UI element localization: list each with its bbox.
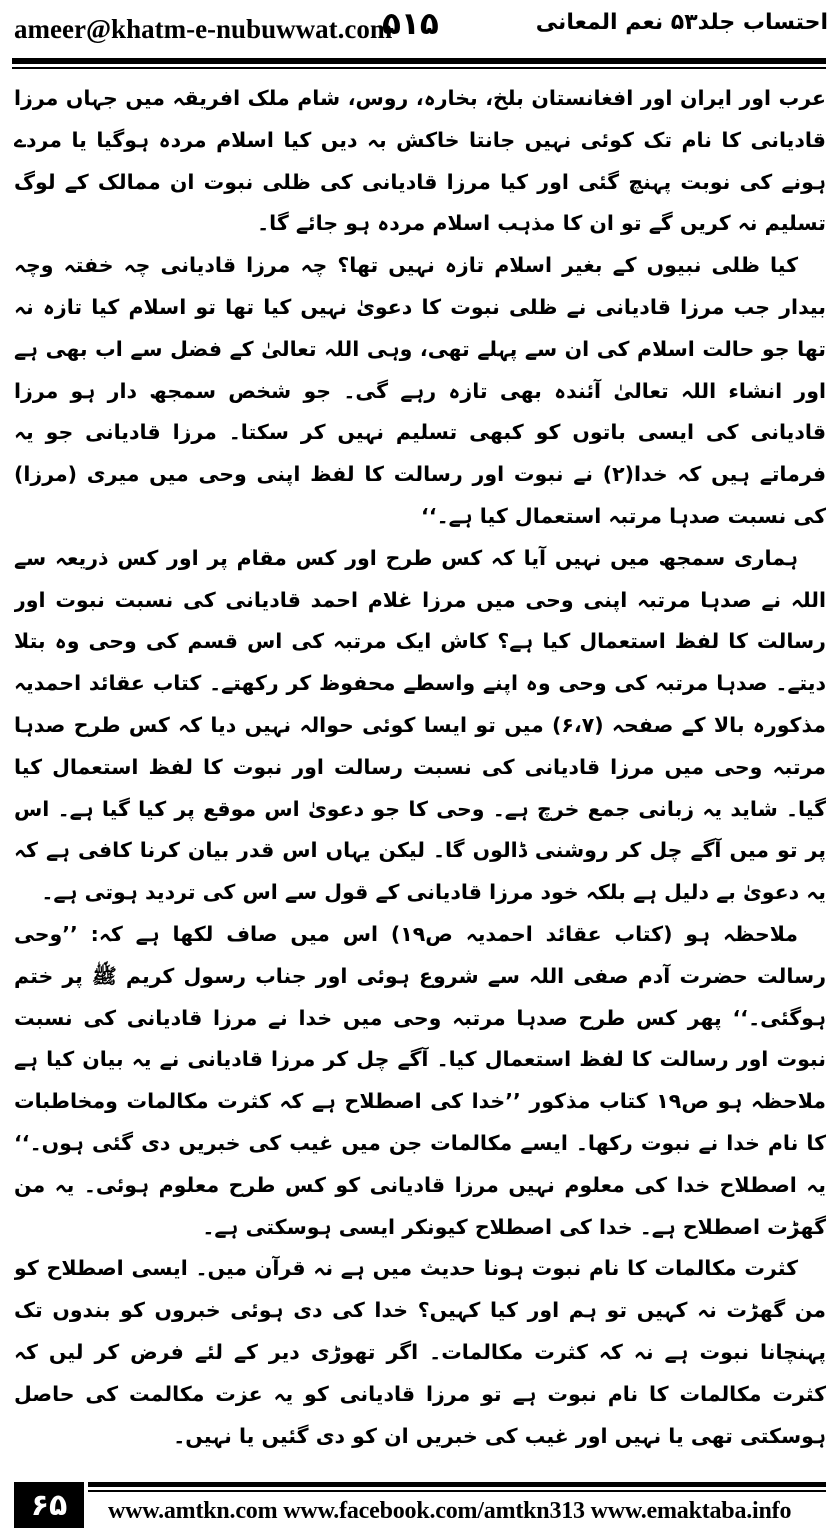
body-text [14,78,826,1470]
paragraph-2: کیا ظلی نبیوں کے بغیر اسلام تازہ نہیں تھا؟ چہ مرزا قادیانی چہ خفتہ وچہ بیدار جب مرزا قادیانی نے ظلی نبوت کا دعویٰ نہیں کیا تھا تو اسلام کیا تازہ نہ تھا جو حالت اسلام کی ان سے پہلے تھی، وہی اللہ تعالیٰ کے فضل سے اب بھی ہے اور انشاء اللہ تعالیٰ آئندہ بھی تازہ رہے گی۔ جو شخص سمجھ دار ہو مرزا قادیانی کی ایسی باتوں کو کبھی تسلیم نہیں کر سکتا۔ مرزا قادیانی جو یہ فرماتے ہیں کہ خدا(۲) نے نبوت اور رسالت کا لفظ اپنی وحی میں میری (مرزا) کی نسبت صدہا مرتبہ استعمال کیا ہے۔‘‘ [14,253,826,528]
footer-page-number: ۶۵ [14,1482,84,1528]
footer-links: www.amtkn.com www.facebook.com/amtkn313 www.emaktaba.info [108,1498,792,1524]
header-page-number: ۵۱۵ [382,6,439,42]
page-footer [0,1478,840,1540]
header-book-title: احتساب جلد۵۳ نعم المعانی [535,10,828,35]
paragraph-5: کثرت مکالمات کا نام نبوت ہونا حدیث میں ہے نہ قرآن میں۔ ایسی اصطلاح کو من گھڑت نہ کہیں تو ہم اور کیا کہیں؟ خدا کی دی ہوئی خبروں کو بندوں تک پہنچانا نبوت ہے نہ کہ کثرت مکالمات۔ اگر تھوڑی دیر کے لئے فرض کر لیں کہ کثرت مکالمات کا نام نبوت ہے تو مرزا قادیانی کو یہ عزت مکالمت کی حاصل ہوسکتی تھی یا نہیں اور غیب کی خبریں ان کو دی گئیں یا نہیں۔ [14,1256,826,1448]
header-email: ameer@khatm-e-nubuwwat.com [14,14,393,44]
paragraph-4: ملاحظہ ہو (کتاب عقائد احمدیہ ص۱۹) اس میں صاف لکھا ہے کہ: ’’وحی رسالت حضرت آدم صفی اللہ سے شروع ہوئی اور جناب رسول کریم ﷺ پر ختم ہوگئی۔‘‘ پھر کس طرح صدہا مرتبہ وحی میں خدا نے مرزا قادیانی کی نسبت نبوت اور رسالت کا لفظ استعمال کیا۔ آگے چل کر مرزا قادیانی نے یہ بیان کیا ہے ملاحظہ ہو ص۱۹ کتاب مذکور ’’خدا کی اصطلاح ہے کہ کثرت مکالمات ومخاطبات کا نام خدا نے نبوت رکھا۔ ایسے مکالمات جن میں غیب کی خبریں دی گئی ہوں۔‘‘ یہ اصطلاح خدا کی معلوم نہیں مرزا قادیانی کو کس طرح معلوم ہوئی۔ یہ من گھڑت اصطلاح ہے۔ خدا کی اصطلاح کیونکر ایسی ہوسکتی ہے۔ [14,921,826,1239]
page-header [0,0,840,58]
paragraph-3: ہماری سمجھ میں نہیں آیا کہ کس طرح اور کس مقام پر اور کس ذریعہ سے اللہ نے صدہا مرتبہ اپنی وحی میں مرزا غلام احمد قادیانی کی نسبت نبوت اور رسالت کا لفظ استعمال کیا ہے؟ کاش ایک مرتبہ کی اس قسم کی وحی وہ بتلا دیتے۔ صدہا مرتبہ کی وحی وہ اپنے واسطے محفوظ کر رکھتے۔ کتاب عقائد احمدیہ مذکورہ بالا کے صفحہ (۶،۷) میں تو ایسا کوئی حوالہ نہیں دیا کہ کس طرح صدہا مرتبہ وحی میں مرزا قادیانی کی نسبت رسالت اور نبوت کا لفظ استعمال کیا گیا۔ شاید یہ زبانی جمع خرچ ہے۔ وحی کا جو دعویٰ اس موقع پر کیا گیا ہے۔ اس پر تو میں آگے چل کر روشنی ڈالوں گا۔ لیکن یہاں اس قدر بیان کرنا کافی ہے کہ یہ دعویٰ بے دلیل ہے بلکہ خود مرزا قادیانی کے قول سے اس کی تردید ہوتی ہے۔ [14,545,826,905]
header-rule-thick [12,58,826,64]
footer-rule-thin [88,1490,826,1492]
paragraph-1: عرب اور ایران اور افغانستان بلخ، بخارہ، روس، شام ملک افریقہ میں جہاں مرزا قادیانی کا نام تک کوئی نہیں جانتا خاکش بہ دیں کیا اسلام مردہ ہوگیا یا مردے ہونے کی نوبت پہنچ گئی اور کیا مرزا قادیانی کی ظلی نبوت ان ممالک کے لوگ تسلیم نہ کریں گے تو ان کا مذہب اسلام مردہ ہو جائے گا۔ [14,86,826,236]
footer-rule-thick [88,1482,826,1487]
header-rule-thin [12,67,826,69]
